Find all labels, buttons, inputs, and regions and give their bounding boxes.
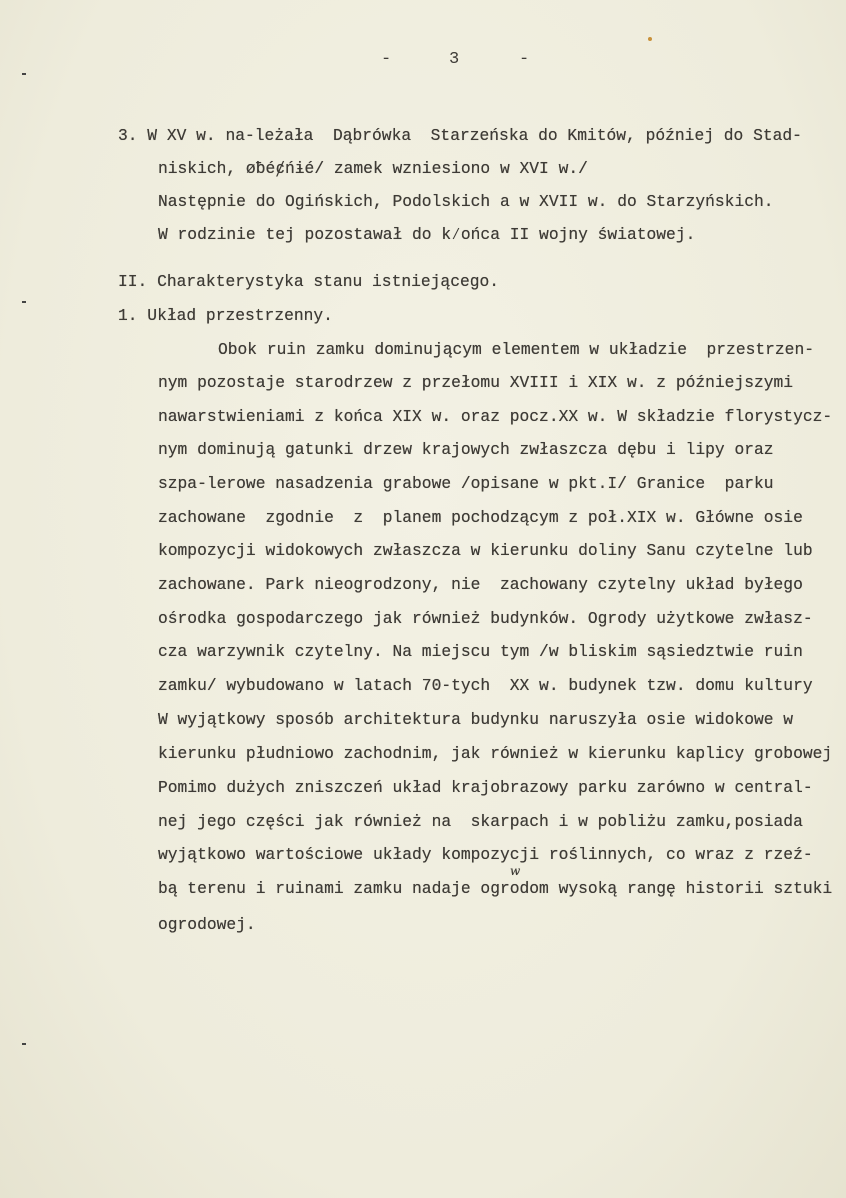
- text-line: nym dominują gatunki drzew krajowych zwłaszcza dębu i lipy oraz: [158, 440, 774, 459]
- margin-mark: [22, 73, 26, 75]
- text-line: zamku/ wybudowano w latach 70-tych XX w. budynek tzw. domu kultury: [158, 676, 813, 695]
- text-line: W wyjątkowy sposób architektura budynku naruszyła osie widokowe w: [158, 710, 794, 729]
- text-line: Pomimo dużych zniszczeń układ krajobrazowy parku zarówno w central-: [158, 778, 813, 797]
- page-number-dash-left: -: [381, 50, 392, 69]
- text-line: nej jego części jak również na skarpach i w pobliżu zamku,posiada: [158, 812, 803, 831]
- text-line: ośrodka gospodarczego jak również budynków. Ogrody użytkowe zwłasz-: [158, 609, 813, 628]
- text-line: Następnie do Ogińskich, Podolskich a w XVII w. do Starzyńskich.: [158, 192, 774, 211]
- page-number: 3: [449, 50, 460, 69]
- text-line: zachowane. Park nieogrodzony, nie zachowany czytelny układ byłego: [158, 575, 803, 594]
- page-number-dash-right: -: [519, 50, 530, 69]
- section-heading: II. Charakterystyka stanu istniejącego.: [118, 272, 500, 291]
- handwritten-insert: w: [510, 864, 521, 878]
- text-line: ogrodowej.: [158, 915, 256, 934]
- text-line: wyjątkowo wartościowe układy kompozycji roślinnych, co wraz z rzeź-: [158, 845, 813, 864]
- margin-mark: [22, 1043, 26, 1045]
- text-line: nym pozostaje starodrzew z przełomu XVIII i XIX w. z późniejszymi: [158, 373, 794, 392]
- text-line: kierunku płudniowo zachodnim, jak również w kierunku kaplicy grobowej: [158, 744, 833, 763]
- text-line: szpa-lerowe nasadzenia grabowe /opisane w pkt.I/ Granice parku: [158, 474, 774, 493]
- text-line: W rodzinie tej pozostawał do k⁄ońca II wojny światowej.: [158, 225, 696, 244]
- text-line: kompozycji widokowych zwłaszcza w kierunku doliny Sanu czytelne lub: [158, 541, 813, 560]
- paper-stain: [648, 37, 652, 41]
- text-line: bą terenu i ruinami zamku nadaje ogrodom wysoką rangę historii sztuki: [158, 879, 833, 898]
- subsection-heading: 1. Układ przestrzenny.: [118, 306, 333, 325]
- text-line: zachowane zgodnie z planem pochodzącym z poł.XIX w. Główne osie: [158, 508, 803, 527]
- text-line: cza warzywnik czytelny. Na miejscu tym /w bliskim sąsiedztwie ruin: [158, 642, 803, 661]
- text-line: 3. W XV w. na-leżała Dąbrówka Starzeńska do Kmitów, później do Stad-: [118, 126, 802, 145]
- text-line: niskich, øƀéȼńɨé/ zamek wzniesiono w XVI w./: [158, 159, 588, 178]
- text-line: Obok ruin zamku dominującym elementem w układzie przestrzen-: [218, 340, 814, 359]
- margin-mark: [22, 301, 26, 303]
- text-line: nawarstwieniami z końca XIX w. oraz pocz.XX w. W składzie florystycz-: [158, 407, 833, 426]
